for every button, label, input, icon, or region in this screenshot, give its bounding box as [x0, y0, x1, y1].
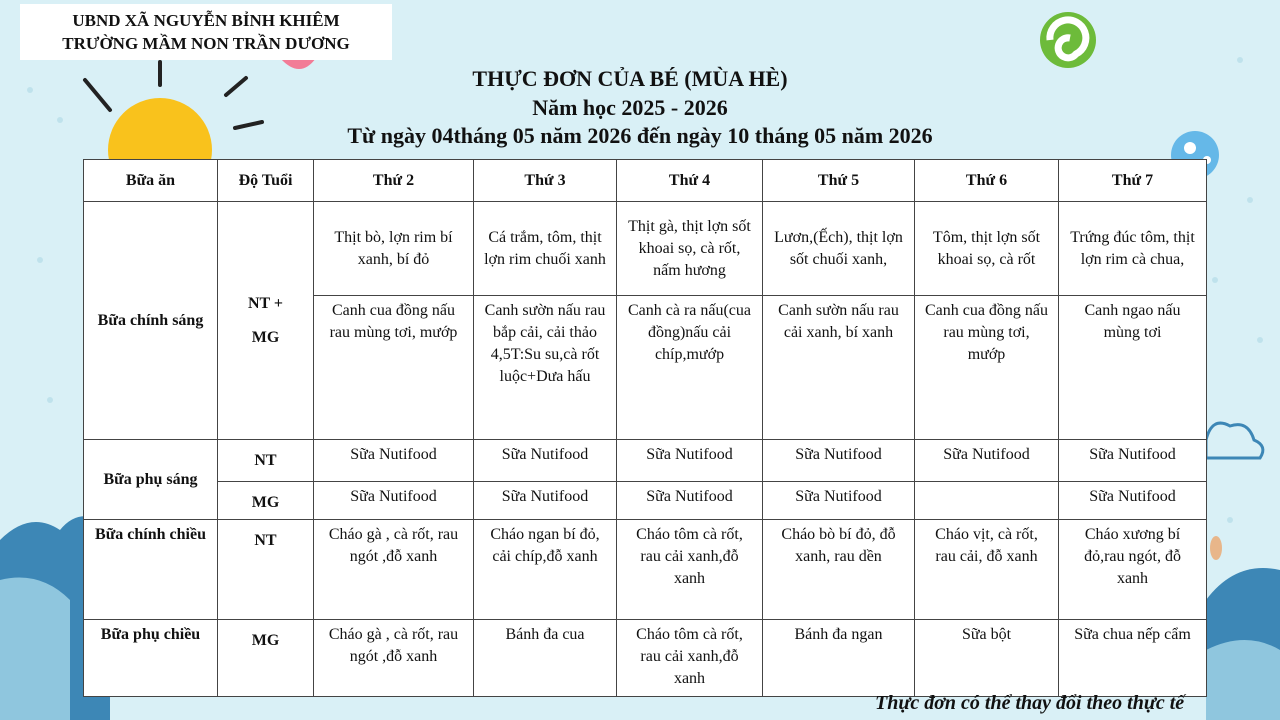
- meal-afternoon-snack: Bữa phụ chiều: [84, 620, 218, 697]
- table-cell: Cháo gà , cà rốt, rau ngót ,đỗ xanh: [314, 520, 474, 620]
- table-cell: Sữa Nutifood: [915, 440, 1059, 482]
- table-cell: Sữa Nutifood: [314, 482, 474, 520]
- table-cell: Canh cua đồng nấu rau mùng tơi, mướp: [915, 296, 1059, 440]
- table-cell: Canh sườn nấu rau bắp cải, cải thảo 4,5T:Su su,cà rốt luộc+Dưa hấu: [474, 296, 617, 440]
- menu-title: THỰC ĐƠN CỦA BÉ (MÙA HÈ): [472, 66, 788, 91]
- table-cell: Canh cà ra nấu(cua đồng)nấu cải chíp,mướp: [617, 296, 763, 440]
- table-cell: Thịt gà, thịt lợn sốt khoai sọ, cà rốt, nấm hương: [617, 202, 763, 296]
- table-cell: Canh cua đồng nấu rau mùng tơi, mướp: [314, 296, 474, 440]
- table-cell: Sữa Nutifood: [474, 440, 617, 482]
- header-fri: Thứ 6: [915, 160, 1059, 202]
- table-cell: Cháo bò bí đỏ, đỗ xanh, rau dền: [763, 520, 915, 620]
- table-row: [84, 202, 1207, 296]
- bunny-icon: [1210, 536, 1222, 560]
- header-thu: Thứ 5: [763, 160, 915, 202]
- table-cell: Sữa Nutifood: [1059, 440, 1207, 482]
- meal-lunch: Bữa chính chiều: [84, 520, 218, 620]
- table-cell: [915, 482, 1059, 520]
- table-cell: Thịt bò, lợn rim bí xanh, bí đỏ: [314, 202, 474, 296]
- table-cell: Sữa chua nếp cẩm: [1059, 620, 1207, 697]
- age-afternoon: MG: [218, 620, 314, 697]
- table-cell: Cá trắm, tôm, thịt lợn rim chuối xanh: [474, 202, 617, 296]
- meal-breakfast: Bữa chính sáng: [84, 202, 218, 440]
- table-row: [84, 440, 1207, 482]
- table-cell: Sữa Nutifood: [617, 482, 763, 520]
- school-line-2: TRƯỜNG MẦM NON TRẦN DƯƠNG: [62, 34, 350, 53]
- footer-note: Thực đơn có thể thay đổi theo thực tế: [875, 692, 1185, 714]
- table-cell: Sữa Nutifood: [617, 440, 763, 482]
- table-header-row: [84, 160, 1207, 202]
- table-cell: Canh sườn nấu rau cải xanh, bí xanh: [763, 296, 915, 440]
- age-breakfast: [218, 202, 314, 440]
- table-cell: Lươn,(Ếch), thịt lợn sốt chuối xanh,: [763, 202, 915, 296]
- table-cell: Sữa bột: [915, 620, 1059, 697]
- table-row: [84, 482, 1207, 520]
- green-swirl-icon: [1040, 12, 1096, 68]
- header-mon: Thứ 2: [314, 160, 474, 202]
- table-cell: Sữa Nutifood: [763, 482, 915, 520]
- menu-table: [83, 159, 1207, 697]
- header-tue: Thứ 3: [474, 160, 617, 202]
- table-cell: Sữa Nutifood: [1059, 482, 1207, 520]
- table-cell: Cháo vịt, cà rốt, rau cải, đỗ xanh: [915, 520, 1059, 620]
- table-cell: Bánh đa cua: [474, 620, 617, 697]
- table-row: [84, 620, 1207, 697]
- school-line-1: UBND XÃ NGUYỄN BỈNH KHIÊM: [72, 11, 340, 30]
- table-cell: Cháo tôm cà rốt, rau cải xanh,đỗ xanh: [617, 520, 763, 620]
- school-year: Năm học 2025 - 2026: [532, 95, 728, 120]
- school-header: [20, 4, 392, 60]
- age-line-2: MG: [251, 328, 280, 346]
- date-range: Từ ngày 04tháng 05 năm 2026 đến ngày 10 tháng 05 năm 2026: [347, 123, 933, 148]
- table-cell: Sữa Nutifood: [314, 440, 474, 482]
- age-mg: MG: [218, 482, 314, 520]
- cloud-bottom-right: [1206, 568, 1280, 720]
- age-line-1: NT +: [247, 294, 284, 312]
- header-sat: Thứ 7: [1059, 160, 1207, 202]
- table-cell: Cháo xương bí đỏ,rau ngót, đỗ xanh: [1059, 520, 1207, 620]
- header-age: Độ Tuổi: [218, 160, 314, 202]
- cloud-outline-right: [1206, 423, 1263, 458]
- header-wed: Thứ 4: [617, 160, 763, 202]
- table-cell: Sữa Nutifood: [763, 440, 915, 482]
- table-cell: Tôm, thịt lợn sốt khoai sọ, cà rốt: [915, 202, 1059, 296]
- table-cell: Canh ngao nấu mùng tơi: [1059, 296, 1207, 440]
- table-cell: Trứng đúc tôm, thịt lợn rim cà chua,: [1059, 202, 1207, 296]
- age-nt: NT: [218, 440, 314, 482]
- header-meal: Bữa ăn: [84, 160, 218, 202]
- table-cell: Cháo tôm cà rốt, rau cải xanh,đỗ xanh: [617, 620, 763, 697]
- table-cell: Sữa Nutifood: [474, 482, 617, 520]
- table-row: [84, 520, 1207, 620]
- table-cell: Bánh đa ngan: [763, 620, 915, 697]
- table-cell: Cháo gà , cà rốt, rau ngót ,đỗ xanh: [314, 620, 474, 697]
- age-lunch: NT: [218, 520, 314, 620]
- table-cell: Cháo ngan bí đỏ, cải chíp,đỗ xanh: [474, 520, 617, 620]
- meal-morning-snack: Bữa phụ sáng: [84, 440, 218, 520]
